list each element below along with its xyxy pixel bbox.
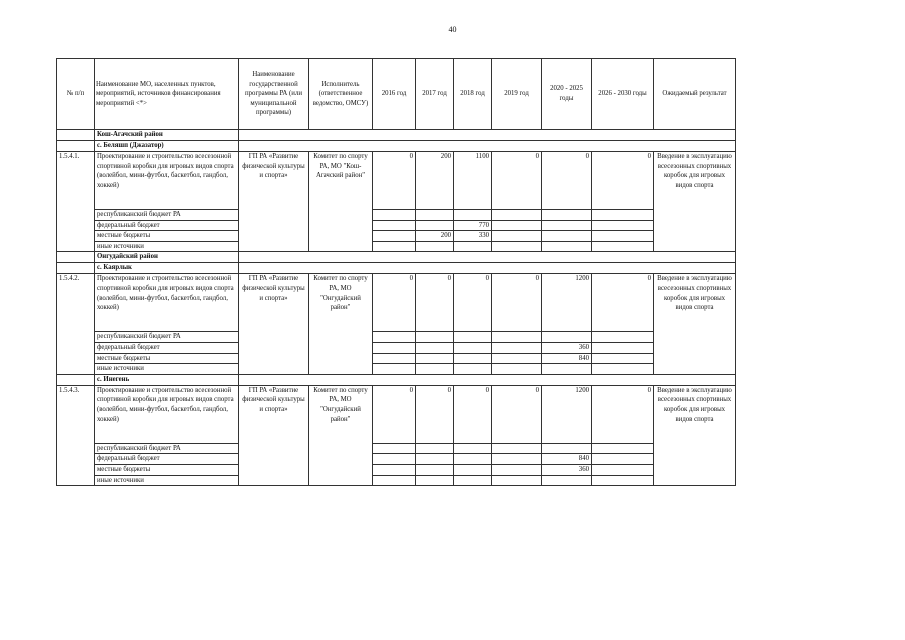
- total-value: 1200: [542, 274, 592, 332]
- source-value: [373, 454, 416, 465]
- row-number: 1.5.4.1.: [57, 152, 95, 252]
- district-name: Кош-Агачский район: [95, 130, 239, 141]
- source-value: [592, 220, 654, 231]
- source-row: [57, 342, 736, 353]
- source-value: [416, 353, 454, 364]
- village-name: с. Беляшп (Джазатор): [95, 141, 239, 152]
- source-value: [592, 332, 654, 343]
- total-value: 0: [373, 274, 416, 332]
- source-value: [592, 342, 654, 353]
- source-label: местные бюджеты: [95, 464, 239, 475]
- source-value: [373, 443, 416, 454]
- expected-result: Введение в эксплуатацию всесезонных спортивных коробок для игровых видов спорта: [654, 274, 736, 374]
- source-value: [416, 210, 454, 221]
- source-value: [454, 443, 492, 454]
- source-value: [592, 475, 654, 486]
- source-label: иные источники: [95, 241, 239, 252]
- source-label: иные источники: [95, 475, 239, 486]
- source-value: [416, 454, 454, 465]
- source-value: [592, 454, 654, 465]
- source-value: [492, 210, 542, 221]
- section-spacer: [239, 130, 736, 141]
- source-row: [57, 443, 736, 454]
- source-value: [373, 241, 416, 252]
- source-value: 770: [454, 220, 492, 231]
- header-program: Наименование государственной программы РА (или муниципальной программы): [239, 59, 309, 130]
- header-name: Наименование МО, населенных пунктов, мероприятий, источников финансирования мероприятий <*>: [95, 59, 239, 130]
- source-value: [416, 475, 454, 486]
- total-value: 0: [416, 385, 454, 443]
- program-name: ГП РА «Развитие физической культуры и спорта»: [239, 274, 309, 374]
- total-value: 0: [592, 385, 654, 443]
- source-value: [454, 364, 492, 375]
- source-value: [592, 231, 654, 242]
- source-value: [373, 210, 416, 221]
- source-value: [542, 220, 592, 231]
- source-label: республиканский бюджет РА: [95, 332, 239, 343]
- section-spacer: [239, 141, 736, 152]
- source-value: [492, 464, 542, 475]
- source-value: [454, 210, 492, 221]
- source-value: [373, 220, 416, 231]
- source-row: [57, 231, 736, 242]
- source-value: [373, 475, 416, 486]
- empty-cell: [57, 141, 95, 152]
- total-value: 1100: [454, 152, 492, 210]
- total-value: 0: [592, 152, 654, 210]
- source-value: [592, 353, 654, 364]
- source-row: [57, 353, 736, 364]
- section-spacer: [239, 263, 736, 274]
- source-value: [492, 231, 542, 242]
- source-value: [492, 332, 542, 343]
- row-number: 1.5.4.2.: [57, 274, 95, 374]
- source-value: [416, 364, 454, 375]
- source-value: [373, 231, 416, 242]
- total-value: 0: [373, 385, 416, 443]
- expected-result: Введение в эксплуатацию всесезонных спортивных коробок для игровых видов спорта: [654, 385, 736, 485]
- empty-cell: [57, 374, 95, 385]
- source-value: 200: [416, 231, 454, 242]
- source-row: [57, 241, 736, 252]
- source-label: федеральный бюджет: [95, 342, 239, 353]
- header-2016: 2016 год: [373, 59, 416, 130]
- source-row: [57, 220, 736, 231]
- row-number: 1.5.4.3.: [57, 385, 95, 485]
- source-value: [492, 364, 542, 375]
- table-row: [57, 152, 736, 210]
- section-row: [57, 263, 736, 274]
- total-value: 0: [492, 385, 542, 443]
- source-value: [373, 332, 416, 343]
- district-name: Онгудайский район: [95, 252, 239, 263]
- source-value: [492, 475, 542, 486]
- source-value: [542, 332, 592, 343]
- total-value: 0: [492, 274, 542, 332]
- source-value: 330: [454, 231, 492, 242]
- source-value: [542, 475, 592, 486]
- executor-name: Комитет по спорту РА, МО "Онгудайский район": [309, 274, 373, 374]
- source-value: [592, 241, 654, 252]
- source-value: 840: [542, 353, 592, 364]
- activity-title: Проектирование и строительство всесезонной спортивной коробки для игровых видов спорта (волейбол, мини-футбол, баскетбол, гандбол, хоккей): [95, 152, 239, 210]
- program-name: ГП РА «Развитие физической культуры и спорта»: [239, 152, 309, 252]
- section-row: [57, 252, 736, 263]
- section-spacer: [239, 374, 736, 385]
- total-value: 1200: [542, 385, 592, 443]
- source-value: [492, 342, 542, 353]
- source-label: республиканский бюджет РА: [95, 443, 239, 454]
- total-value: 200: [416, 152, 454, 210]
- empty-cell: [57, 130, 95, 141]
- source-row: [57, 364, 736, 375]
- total-value: 0: [416, 274, 454, 332]
- header-2019: 2019 год: [492, 59, 542, 130]
- source-value: [454, 241, 492, 252]
- source-row: [57, 210, 736, 221]
- expected-result: Введение в эксплуатацию всесезонных спортивных коробок для игровых видов спорта: [654, 152, 736, 252]
- header-result: Ожидаемый результат: [654, 59, 736, 130]
- source-value: [592, 443, 654, 454]
- executor-name: Комитет по спорту РА, МО "Кош-Агачский район": [309, 152, 373, 252]
- village-name: с. Каярлык: [95, 263, 239, 274]
- source-label: иные источники: [95, 364, 239, 375]
- source-value: [416, 342, 454, 353]
- table-row: [57, 385, 736, 443]
- source-value: [373, 353, 416, 364]
- page-number: 40: [448, 25, 457, 34]
- source-row: [57, 332, 736, 343]
- source-value: [454, 475, 492, 486]
- table-body: [57, 130, 736, 486]
- source-value: [416, 332, 454, 343]
- total-value: 0: [492, 152, 542, 210]
- source-value: [592, 210, 654, 221]
- source-row: [57, 475, 736, 486]
- source-value: [416, 241, 454, 252]
- source-value: [373, 342, 416, 353]
- source-value: 360: [542, 342, 592, 353]
- total-value: 0: [542, 152, 592, 210]
- total-value: 0: [373, 152, 416, 210]
- source-row: [57, 464, 736, 475]
- source-value: 360: [542, 464, 592, 475]
- header-executor: Исполнитель (ответственное ведомство, ОМСУ): [309, 59, 373, 130]
- source-label: федеральный бюджет: [95, 454, 239, 465]
- source-value: [542, 443, 592, 454]
- header-2020-2025: 2020 - 2025 годы: [542, 59, 592, 130]
- source-value: [492, 353, 542, 364]
- source-value: [592, 364, 654, 375]
- activity-title: Проектирование и строительство всесезонной спортивной коробки для игровых видов спорта (волейбол, мини-футбол, баскетбол, гандбол, хоккей): [95, 385, 239, 443]
- source-value: [416, 443, 454, 454]
- source-value: [592, 464, 654, 475]
- header-2017: 2017 год: [416, 59, 454, 130]
- source-label: республиканский бюджет РА: [95, 210, 239, 221]
- source-value: [542, 210, 592, 221]
- program-name: ГП РА «Развитие физической культуры и спорта»: [239, 385, 309, 485]
- source-value: [373, 364, 416, 375]
- source-label: местные бюджеты: [95, 231, 239, 242]
- source-value: [373, 464, 416, 475]
- total-value: 0: [592, 274, 654, 332]
- source-value: [492, 454, 542, 465]
- source-value: [542, 364, 592, 375]
- activity-title: Проектирование и строительство всесезонной спортивной коробки для игровых видов спорта (волейбол, мини-футбол, баскетбол, гандбол, хоккей): [95, 274, 239, 332]
- source-label: федеральный бюджет: [95, 220, 239, 231]
- source-value: [454, 464, 492, 475]
- source-value: [454, 454, 492, 465]
- source-value: [416, 220, 454, 231]
- table-row: [57, 274, 736, 332]
- source-label: местные бюджеты: [95, 353, 239, 364]
- source-value: [492, 443, 542, 454]
- section-row: [57, 374, 736, 385]
- source-value: [454, 332, 492, 343]
- source-value: [454, 342, 492, 353]
- source-value: [542, 231, 592, 242]
- header-2026-2030: 2026 - 2030 годы: [592, 59, 654, 130]
- source-value: [492, 220, 542, 231]
- village-name: с. Инегень: [95, 374, 239, 385]
- empty-cell: [57, 252, 95, 263]
- section-row: [57, 141, 736, 152]
- source-value: [454, 353, 492, 364]
- header-2018: 2018 год: [454, 59, 492, 130]
- source-value: [416, 464, 454, 475]
- total-value: 0: [454, 274, 492, 332]
- source-value: [492, 241, 542, 252]
- section-spacer: [239, 252, 736, 263]
- total-value: 0: [454, 385, 492, 443]
- executor-name: Комитет по спорту РА, МО "Онгудайский район": [309, 385, 373, 485]
- header-num: № п/п: [57, 59, 95, 130]
- source-value: [542, 241, 592, 252]
- source-value: 840: [542, 454, 592, 465]
- header-row: [57, 59, 736, 130]
- source-row: [57, 454, 736, 465]
- section-row: [57, 130, 736, 141]
- empty-cell: [57, 263, 95, 274]
- program-table: [56, 58, 736, 486]
